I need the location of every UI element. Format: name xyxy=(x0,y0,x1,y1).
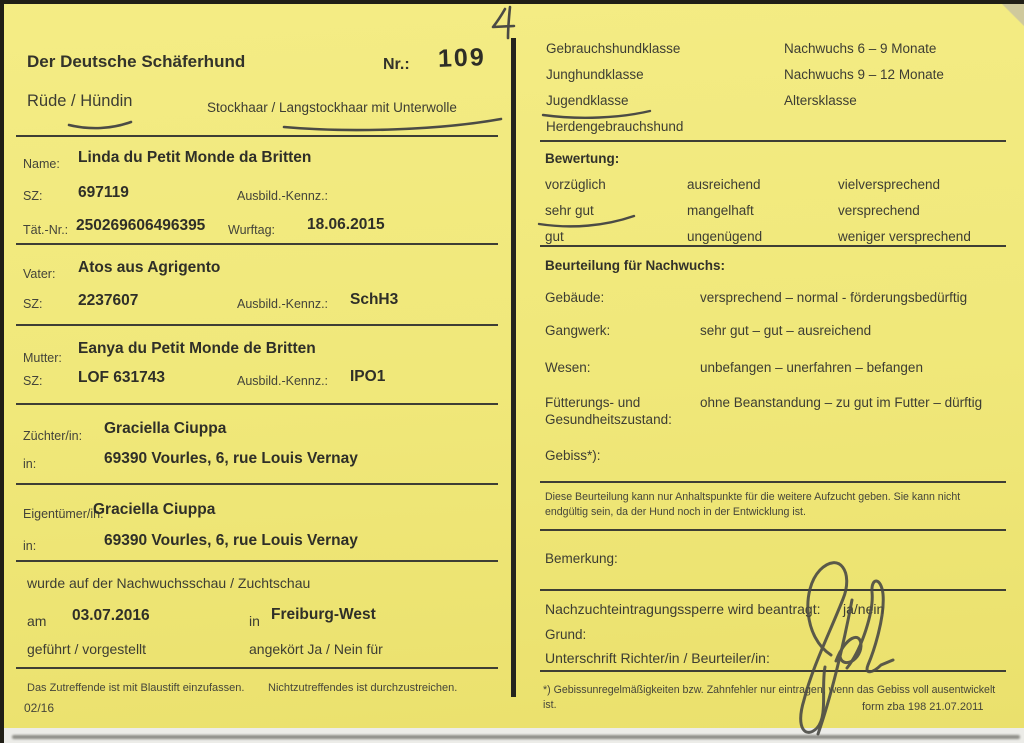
unterschrift-label: Unterschrift Richter/in / Beurteiler/in: xyxy=(545,650,770,666)
rule-left-5 xyxy=(16,483,498,485)
rating-weniger-versprechend: weniger versprechend xyxy=(838,229,971,244)
rating-vorzueglich: vorzüglich xyxy=(545,177,606,192)
ausbild-label: Ausbild.-Kennz.: xyxy=(237,189,329,203)
rating-mangelhaft: mangelhaft xyxy=(687,203,754,218)
gebaeude-scale: versprechend – normal - förderungsbedürftig xyxy=(700,290,968,305)
footer-note-2: Nichtzutreffendes ist durchzustreichen. xyxy=(268,682,458,694)
wurftag-value: 18.06.2015 xyxy=(307,216,385,233)
vater-ausbild-value: SchH3 xyxy=(350,291,399,308)
beurteilung-note: Diese Beurteilung kann nur Anhaltspunkte für die weitere Aufzucht geben. Sie kann nicht endgültig sein, da der Hund noch in der Entwicklung ist. xyxy=(545,491,961,518)
class-nachwuchs-6-9: Nachwuchs 6 – 9 Monate xyxy=(784,41,937,56)
gebiss-label: Gebiss*): xyxy=(545,448,601,463)
rule-right-2 xyxy=(540,245,1006,247)
rating-gut: gut xyxy=(545,229,564,244)
zuechter-name: Graciella Ciuppa xyxy=(104,420,227,437)
eigentuemer-in-label: in: xyxy=(23,539,37,553)
zuechter-label: Züchter/in: xyxy=(23,429,83,443)
rule-left-7 xyxy=(16,667,498,669)
class-herdengebrauchshund: Herdengebrauchshund xyxy=(546,119,684,134)
pen-underline-jugendklasse xyxy=(543,111,650,118)
rule-left-2 xyxy=(16,243,498,245)
handwritten-4 xyxy=(493,7,514,38)
beurteilung-title: Beurteilung für Nachwuchs: xyxy=(545,258,726,273)
eigentuemer-name: Graciella Ciuppa xyxy=(93,501,216,518)
class-altersklasse: Altersklasse xyxy=(784,93,857,108)
class-junghundklasse: Junghundklasse xyxy=(546,67,644,82)
wesen-scale: unbefangen – unerfahren – befangen xyxy=(700,360,923,375)
bemerkung-label: Bemerkung: xyxy=(545,551,618,566)
sz-value: 697119 xyxy=(78,184,129,201)
gangwerk-label: Gangwerk: xyxy=(545,323,611,338)
rule-left-4 xyxy=(16,403,498,405)
zuechter-in-label: in: xyxy=(23,457,37,471)
mutter-ausbild-label: Ausbild.-Kennz.: xyxy=(237,374,329,388)
show-angekoert: angekört Ja / Nein für xyxy=(249,641,383,657)
mutter-name: Eanya du Petit Monde de Britten xyxy=(78,340,316,357)
coat-options: Stockhaar / Langstockhaar mit Unterwolle xyxy=(207,100,457,115)
rule-right-5 xyxy=(540,589,1006,591)
rule-right-4 xyxy=(540,529,1006,531)
gebaeude-label: Gebäude: xyxy=(545,290,605,305)
pen-underline-huendin xyxy=(69,122,131,128)
gebiss-footnote: *) Gebissunregelmäßigkeiten bzw. Zahnfehler nur eintragen, wenn das Gebiss voll ausentwickelt ist. xyxy=(543,684,996,711)
rule-left-6 xyxy=(16,560,498,562)
edition-code: 02/16 xyxy=(24,701,55,715)
nr-label: Nr.: xyxy=(383,56,410,73)
column-divider xyxy=(511,38,516,697)
mutter-ausbild-value: IPO1 xyxy=(350,368,386,385)
vater-sz-value: 2237607 xyxy=(78,292,139,309)
show-gefuehrt: geführt / vorgestellt xyxy=(27,641,147,657)
gangwerk-scale: sehr gut – gut – ausreichend xyxy=(700,323,872,338)
bewertung-title: Bewertung: xyxy=(545,151,620,166)
taet-label: Tät.-Nr.: xyxy=(23,223,69,237)
scan-bottom-shadow xyxy=(12,735,1020,739)
scan-edge-left xyxy=(0,0,4,743)
zuechter-address: 69390 Vourles, 6, rue Louis Vernay xyxy=(104,450,358,467)
mutter-sz-value: LOF 631743 xyxy=(78,369,166,386)
vater-sz-label: SZ: xyxy=(23,297,43,311)
rule-right-6 xyxy=(540,670,1006,672)
wesen-label: Wesen: xyxy=(545,360,591,375)
rule-left-1 xyxy=(16,135,498,137)
rating-ausreichend: ausreichend xyxy=(687,177,761,192)
vater-label: Vater: xyxy=(23,267,56,281)
class-jugendklasse: Jugendklasse xyxy=(546,93,629,108)
sz-label: SZ: xyxy=(23,189,43,203)
pen-underline-coat xyxy=(284,119,501,130)
rating-vielversprechend: vielversprechend xyxy=(838,177,941,192)
form-id: form zba 198 21.07.2011 xyxy=(862,701,984,713)
vater-name: Atos aus Agrigento xyxy=(78,259,221,276)
form-title: Der Deutsche Schäferhund xyxy=(27,52,246,71)
rating-versprechend: versprechend xyxy=(838,203,920,218)
show-am-label: am xyxy=(27,613,47,629)
rule-right-1 xyxy=(540,140,1006,142)
fuetterung-scale: ohne Beanstandung – zu gut im Futter – dürftig xyxy=(700,395,983,410)
name-value: Linda du Petit Monde da Britten xyxy=(78,149,312,166)
mutter-sz-label: SZ: xyxy=(23,374,43,388)
sex-options: Rüde / Hündin xyxy=(27,92,133,110)
class-gebrauchshundklasse: Gebrauchshundklasse xyxy=(546,41,681,56)
eigentuemer-address: 69390 Vourles, 6, rue Louis Vernay xyxy=(104,532,358,549)
wurftag-label: Wurftag: xyxy=(228,223,276,237)
rule-left-3 xyxy=(16,324,498,326)
sperre-label: Nachzuchteintragungssperre wird beantragt: xyxy=(545,601,821,617)
show-in-label: in xyxy=(249,613,260,629)
fuetterung-label: Fütterungs- und Gesundheitszustand: xyxy=(545,395,672,427)
corner-fold xyxy=(1002,4,1024,26)
sperre-choice: ja/nein xyxy=(843,601,885,617)
show-date: 03.07.2016 xyxy=(72,607,150,624)
vater-ausbild-label: Ausbild.-Kennz.: xyxy=(237,297,329,311)
name-label: Name: xyxy=(23,157,60,171)
eigentuemer-label: Eigentümer/in: xyxy=(23,507,104,521)
scan-edge-top xyxy=(0,0,1024,4)
grund-label: Grund: xyxy=(545,627,587,642)
rating-sehr-gut: sehr gut xyxy=(545,203,594,218)
footer-note-1: Das Zutreffende ist mit Blaustift einzufassen. xyxy=(27,682,245,694)
taet-value: 250269606496395 xyxy=(76,217,206,234)
show-place: Freiburg-West xyxy=(271,606,376,623)
mutter-label: Mutter: xyxy=(23,351,62,365)
class-nachwuchs-9-12: Nachwuchs 9 – 12 Monate xyxy=(784,67,944,82)
rating-ungenuegend: ungenügend xyxy=(687,229,763,244)
rule-right-3 xyxy=(540,481,1006,483)
show-intro: wurde auf der Nachwuchsschau / Zuchtschau xyxy=(27,575,311,591)
nr-value: 109 xyxy=(437,43,487,73)
